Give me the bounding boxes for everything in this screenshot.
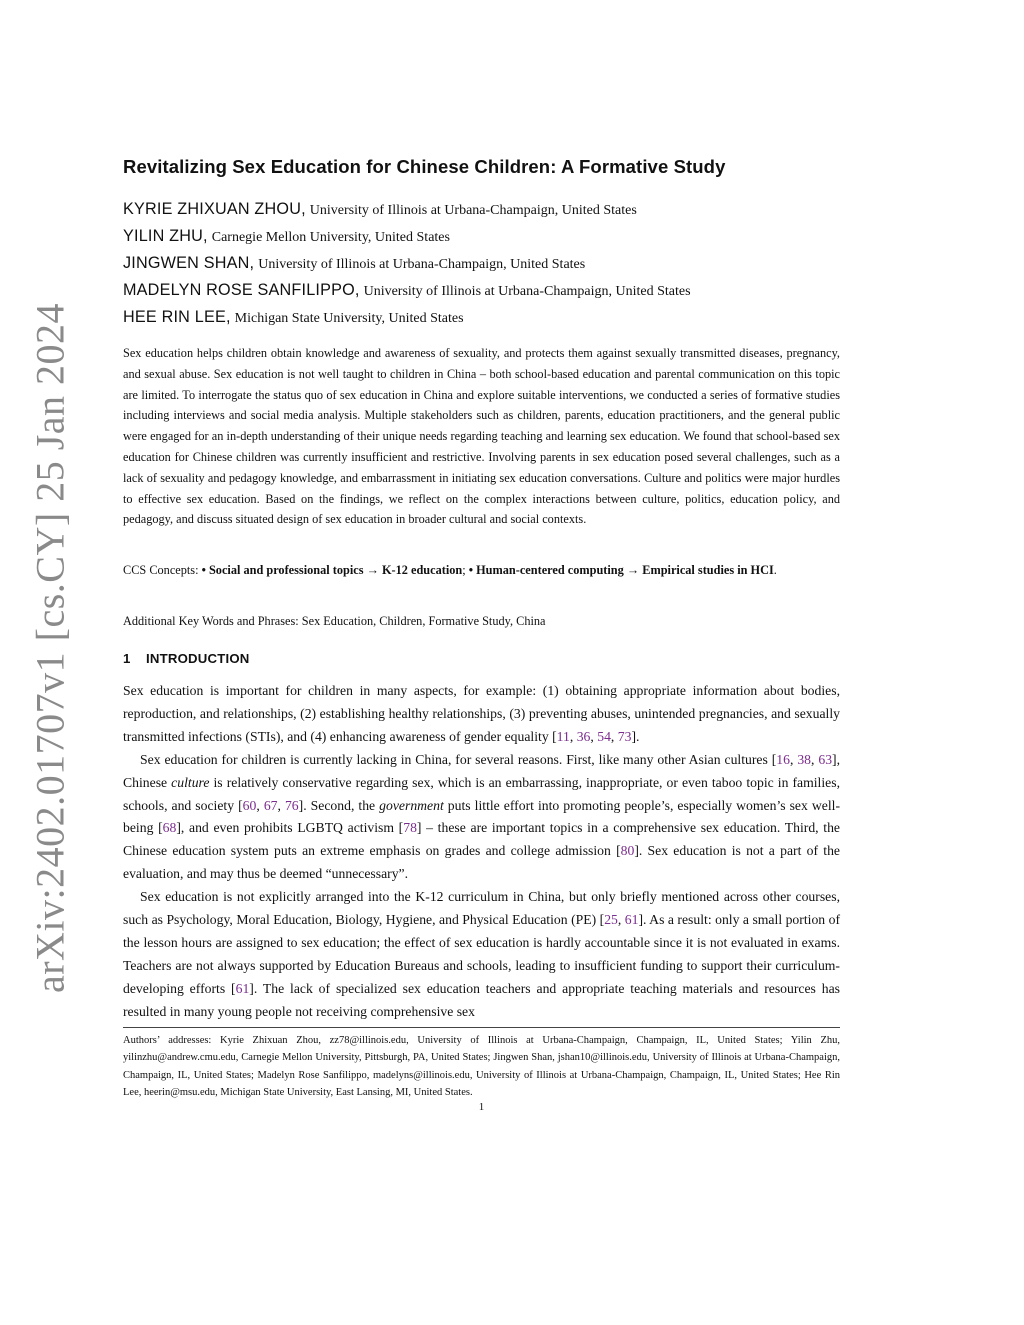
keywords: Additional Key Words and Phrases: Sex Education, Children, Formative Study, China [123,614,546,628]
author-entry [123,280,840,307]
page-number: 1 [478,1101,485,1113]
emphasis: culture [171,774,210,790]
author-name: JINGWEN SHAN, [123,254,255,272]
author-affiliation: Michigan State University, United States [234,311,464,326]
author-name: KYRIE ZHIXUAN ZHOU, [123,200,306,218]
author-entry [123,226,840,253]
citation-link[interactable]: 63 [818,751,833,767]
author-name: YILIN ZHU, [123,227,208,245]
ccs-arrow: → [363,563,382,577]
author-entry [123,307,840,334]
citation-link[interactable]: 16 [776,751,790,767]
ccs-topic-1: • Social and professional topics [201,563,364,577]
arxiv-identifier [27,302,73,993]
citation-link[interactable]: 54 [597,728,611,744]
citation-link[interactable]: 76 [284,797,299,813]
author-affiliation: University of Illinois at Urbana-Champaign, United States [309,203,637,218]
authors-addresses-footnote: Authors’ addresses: Kyrie Zhixuan Zhou, zz78@illinois.edu, University of Illinois at Urbana-Champaign, Champaign, IL, United States; Yilin Zhu, yilinzhu@andrew.cmu.edu, Carnegie Mellon University, Pittsburgh, PA, United States; Jingwen Shan, jshan10@illinois.edu, University of Illinois at Urbana-Champaign, Champaign, IL, United States; Madelyn Rose Sanfilippo, madelyns@illinois.edu, University of Illinois at Urbana-Champaign, Champaign, IL, United States; Hee Rin Lee, heerin@msu.edu, Michigan State University, East Lansing, MI, United States. [123,1035,840,1098]
author-affiliation: University of Illinois at Urbana-Champaign, United States [258,257,586,272]
author-entry [123,199,840,226]
author-affiliation: Carnegie Mellon University, United States [211,230,450,245]
ccs-arrow: → [623,563,643,577]
citation-link[interactable]: 60 [242,797,257,813]
citation-link[interactable]: 68 [162,820,177,836]
citation-link[interactable]: 38 [797,751,812,767]
ccs-item-1: K-12 education [381,563,463,577]
citation-link[interactable]: 78 [403,820,417,836]
ccs-separator: ; [462,563,469,577]
body-text [123,680,840,1024]
author-name: MADELYN ROSE SANFILIPPO, [123,281,360,299]
section-number: 1 [123,651,131,666]
citation-link[interactable]: 61 [624,912,639,928]
citation-link[interactable]: 36 [576,728,591,744]
section-heading [123,651,250,666]
paper-title: Revitalizing Sex Education for Chinese Children: A Formative Study [123,156,726,177]
author-list [123,199,840,334]
footnote-divider [123,1027,840,1028]
ccs-end: . [773,563,777,577]
author-entry [123,253,840,280]
paragraph: Sex education is not explicitly arranged into the K-12 curriculum in China, but only briefly mentioned across other courses, such as Psychology, Moral Education, Biology, Hygiene, and Physical Education (PE) [25, 61]. As a result: only a small portion of the lesson hours are assigned to sex education; the effect of sex education is hardly accountable since it is not evaluated in exams. Teachers are not always supported by Education Bureaus and schools, leading to insufficient funding to support their curriculum-developing efforts [61]. The lack of specialized sex education teachers and appropriate teaching materials and resources has resulted in many young people not receiving comprehensive sex [123,889,841,1019]
citation-link[interactable]: 80 [620,843,635,859]
emphasis: government [379,797,444,813]
citation-link[interactable]: 61 [235,980,250,996]
ccs-topic-2: • Human-centered computing [468,563,624,577]
citation-link[interactable]: 73 [617,728,632,744]
section-title: INTRODUCTION [146,651,250,666]
arxiv-identifier-text: arXiv:2402.01707v1 [cs.CY] 25 Jan 2024 [27,302,73,993]
ccs-concepts [123,560,840,581]
citation-link[interactable]: 67 [263,797,278,813]
citation-link[interactable]: 11 [556,728,570,744]
author-name: HEE RIN LEE, [123,308,231,326]
citation-link[interactable]: 25 [604,912,618,928]
paragraph: Sex education for children is currently lacking in China, for several reasons. First, like many other Asian cultures [16, 38, 63], Chinese culture is relatively conservative regarding sex, which is an embarrassing, inappropriate, or even taboo topic in families, schools, and society [60, 67, 76]. Second, the government puts little effort into promoting people’s, especially women’s sex well-being [68], and even prohibits LGBTQ activism [78] – these are important topics in a comprehensive sex education. Third, the Chinese education system puts an extreme emphasis on grades and college admission [80]. Sex education is not a part of the evaluation, and may thus be deemed “unnecessary”. [123,751,841,882]
ccs-label: CCS Concepts: [123,563,202,577]
ccs-item-2: Empirical studies in HCI [642,563,774,577]
paragraph: Sex education is important for children in many aspects, for example: (1) obtaining appropriate information about bodies, reproduction, and relationships, (2) establishing healthy relationships, (3) preventing abuses, unintended pregnancies, and sexually transmitted infections (STIs), and (4) enhancing awareness of gender equality [11, 36, 54, 73]. [123,683,840,744]
abstract: Sex education helps children obtain knowledge and awareness of sexuality, and protects them against sexually transmitted diseases, pregnancy, and sexual abuse. Sex education is not well taught to children in China – both school-based education and parental communication on this topic are limited. To interrogate the status quo of sex education in China and explore suitable interventions, we conducted a series of formative studies including interviews and social media analysis. Multiple stakeholders such as children, parents, education practitioners, and the general public were engaged for an in-depth understanding of their unique needs regarding teaching and learning sex education. We found that school-based sex education for Chinese children was currently insufficient and restrictive. Involving parents in sex education posed several challenges, such as a lack of sexuality and pedagogy knowledge, and embarrassment in initiating sex education conversations. Culture and politics were major hurdles to effective sex education. Based on the findings, we reflect on the complex interactions between culture, politics, education policy, and pedagogy, and discuss situated design of sex education in broader cultural and social contexts. [123,346,840,527]
author-affiliation: University of Illinois at Urbana-Champaign, United States [363,284,691,299]
